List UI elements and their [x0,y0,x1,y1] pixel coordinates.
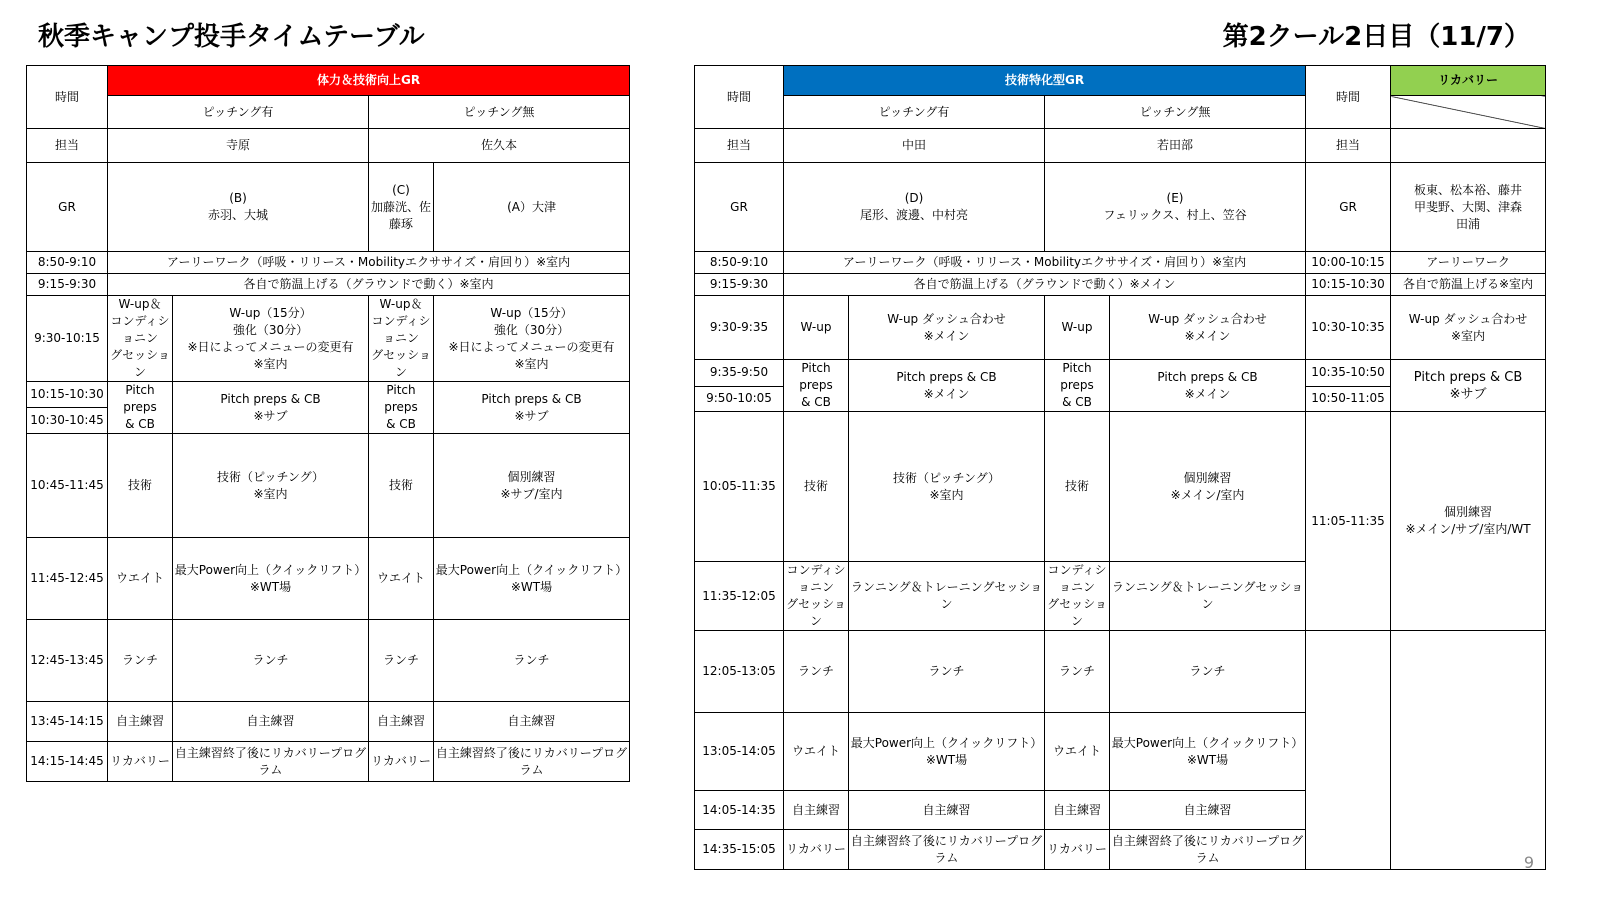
schedule-cell: Pitch preps & CB ※メイン [849,360,1045,412]
schedule-cell: 技術 [108,434,173,538]
recovery-diagonal [1391,96,1546,129]
schedule-cell: Pitch preps & CB [369,382,434,434]
gr-c: (C) 加藤洸、佐藤琢 [369,163,434,252]
time-cell: 14:35-15:05 [695,830,784,870]
schedule-cell: ランチ [849,631,1045,713]
schedule-cell: 自主練習終了後にリカバリープログラム [849,830,1045,870]
schedule-cell: コンディショニン グセッション [1045,562,1110,631]
schedule-cell: Pitch preps & CB [784,360,849,412]
time-cell: 10:45-11:45 [27,434,108,538]
schedule-cell: W-up（15分） 強化（30分） ※日によってメニューの変更有 ※室内 [173,296,369,382]
schedule-cell: ウエイト [1045,713,1110,791]
recovery-cell: Pitch preps & CB ※サブ [1391,360,1546,412]
page-title: 秋季キャンプ投手タイムテーブル [38,22,425,52]
time-cell: 13:05-14:05 [695,713,784,791]
schedule-cell: W-up ダッシュ合わせ ※メイン [1110,296,1306,360]
time-cell: 11:45-12:45 [27,538,108,620]
schedule-cell: W-up [784,296,849,360]
schedule-cell: リカバリー [369,742,434,782]
schedule-cell: 自主練習 [369,702,434,742]
recovery-time-cell: 10:30-10:35 [1306,296,1391,360]
time-cell: 9:50-10:05 [695,386,784,411]
time-cell: 8:50-9:10 [27,252,108,274]
pitching-yes-header: ピッチング有 [784,96,1045,129]
tanto-yes: 寺原 [108,129,369,163]
recovery-empty-cell [1306,631,1391,870]
gr-a: (A）大津 [434,163,630,252]
tanto-label: 担当 [695,129,784,163]
schedule-cell: Pitch preps & CB ※サブ [434,382,630,434]
schedule-cell: ランチ [1110,631,1306,713]
group-header: 技術特化型GR [784,66,1306,96]
schedule-cell: 最大Power向上（クイックリフト） ※WT場 [1110,713,1306,791]
schedule-cell: Pitch preps & CB [108,382,173,434]
schedule-cell: Pitch preps & CB ※サブ [173,382,369,434]
schedule-cell: リカバリー [784,830,849,870]
schedule-cell: W-up＆ コンディショニン グセッション [108,296,173,382]
tanto-no: 若田部 [1045,129,1306,163]
gr-recovery: 板東、松本裕、藤井 甲斐野、大関、津森 田浦 [1391,163,1546,252]
pitching-no-header: ピッチング無 [369,96,630,129]
group-header: 体力＆技術向上GR [108,66,630,96]
page-number: 9 [1523,853,1534,872]
recovery-time-cell: 10:35-10:50 [1306,360,1391,387]
recovery-time-cell: 11:05-11:35 [1306,412,1391,631]
schedule-cell: ランニング＆トレーニングセッション [849,562,1045,631]
schedule-cell: 自主練習 [784,791,849,830]
schedule-cell: ランチ [434,620,630,702]
time-cell: 11:35-12:05 [695,562,784,631]
right-timetable [694,65,1546,870]
time-cell: 9:35-9:50 [695,360,784,387]
time-cell: 10:30-10:45 [27,408,108,434]
schedule-cell: W-up＆ コンディショニン グセッション [369,296,434,382]
time-cell: 14:05-14:35 [695,791,784,830]
schedule-cell: 自主練習 [434,702,630,742]
schedule-cell: ランチ [1045,631,1110,713]
schedule-cell: ランチ [108,620,173,702]
schedule-cell: ランチ [173,620,369,702]
schedule-cell: アーリーワーク（呼吸・リリース・Mobilityエクササイズ・肩回り）※室内 [108,252,630,274]
schedule-cell: 技術 [784,412,849,562]
schedule-cell: ランチ [784,631,849,713]
schedule-cell: 自主練習終了後にリカバリープログラム [173,742,369,782]
schedule-cell: 自主練習 [1110,791,1306,830]
schedule-cell: ウエイト [369,538,434,620]
recovery-time-cell: 10:00-10:15 [1306,252,1391,274]
schedule-cell: 個別練習 ※サブ/室内 [434,434,630,538]
recovery-time-cell: 10:15-10:30 [1306,274,1391,296]
schedule-cell: W-up [1045,296,1110,360]
pitching-no-header: ピッチング無 [1045,96,1306,129]
schedule-cell: アーリーワーク（呼吸・リリース・Mobilityエクササイズ・肩回り）※室内 [784,252,1306,274]
schedule-cell: リカバリー [108,742,173,782]
tanto-recovery [1391,129,1546,163]
schedule-cell: 技術（ピッチング） ※室内 [173,434,369,538]
time-cell: 13:45-14:15 [27,702,108,742]
schedule-cell: W-up ダッシュ合わせ ※メイン [849,296,1045,360]
recovery-cell: 各自で筋温上げる※室内 [1391,274,1546,296]
schedule-cell: 最大Power向上（クイックリフト） ※WT場 [849,713,1045,791]
pitching-yes-header: ピッチング有 [108,96,369,129]
gr-label-recovery: GR [1306,163,1391,252]
time-cell: 10:15-10:30 [27,382,108,408]
schedule-cell: 各自で筋温上げる（グラウンドで動く）※室内 [108,274,630,296]
schedule-cell: 個別練習 ※メイン/室内 [1110,412,1306,562]
schedule-cell: 自主練習 [849,791,1045,830]
schedule-cell: W-up（15分） 強化（30分） ※日によってメニューの変更有 ※室内 [434,296,630,382]
recovery-header: リカバリー [1391,66,1546,96]
time-cell: 9:30-9:35 [695,296,784,360]
recovery-time-cell: 10:50-11:05 [1306,386,1391,411]
schedule-cell: 自主練習 [173,702,369,742]
time-cell: 8:50-9:10 [695,252,784,274]
schedule-cell: 自主練習終了後にリカバリープログラム [1110,830,1306,870]
tanto-label-recovery: 担当 [1306,129,1391,163]
gr-label: GR [695,163,784,252]
time-cell: 9:15-9:30 [27,274,108,296]
schedule-cell: 技術 [369,434,434,538]
time-cell: 9:30-10:15 [27,296,108,382]
tanto-label: 担当 [27,129,108,163]
schedule-cell: コンディショニン グセッション [784,562,849,631]
recovery-cell: 個別練習 ※メイン/サブ/室内/WT [1391,412,1546,631]
schedule-cell: Pitch preps & CB ※メイン [1110,360,1306,412]
schedule-cell: ランチ [369,620,434,702]
schedule-cell: 自主練習終了後にリカバリープログラム [434,742,630,782]
gr-b: (B) 赤羽、大城 [108,163,369,252]
schedule-cell: 自主練習 [108,702,173,742]
gr-e: (E) フェリックス、村上、笠谷 [1045,163,1306,252]
time-cell: 9:15-9:30 [695,274,784,296]
time-cell: 14:15-14:45 [27,742,108,782]
header-time: 時間 [27,66,108,129]
gr-d: (D) 尾形、渡邊、中村亮 [784,163,1045,252]
left-timetable [26,65,630,782]
schedule-cell: 最大Power向上（クイックリフト） ※WT場 [434,538,630,620]
schedule-cell: 技術 [1045,412,1110,562]
time-cell: 12:45-13:45 [27,620,108,702]
schedule-cell: ウエイト [784,713,849,791]
schedule-cell: 各自で筋温上げる（グラウンドで動く）※メイン [784,274,1306,296]
schedule-cell: ランニング＆トレーニングセッション [1110,562,1306,631]
recovery-cell: W-up ダッシュ合わせ ※室内 [1391,296,1546,360]
date-title: 第2クール2日目（11/7） [1222,22,1530,52]
time-cell: 12:05-13:05 [695,631,784,713]
header-time-recovery: 時間 [1306,66,1391,129]
tanto-yes: 中田 [784,129,1045,163]
schedule-cell: 最大Power向上（クイックリフト） ※WT場 [173,538,369,620]
tanto-no: 佐久本 [369,129,630,163]
schedule-cell: Pitch preps & CB [1045,360,1110,412]
header-time: 時間 [695,66,784,129]
schedule-cell: リカバリー [1045,830,1110,870]
schedule-cell: 自主練習 [1045,791,1110,830]
time-cell: 10:05-11:35 [695,412,784,562]
gr-label: GR [27,163,108,252]
recovery-empty-cell [1391,631,1546,870]
schedule-cell: 技術（ピッチング） ※室内 [849,412,1045,562]
schedule-cell: ウエイト [108,538,173,620]
recovery-cell: アーリーワーク [1391,252,1546,274]
